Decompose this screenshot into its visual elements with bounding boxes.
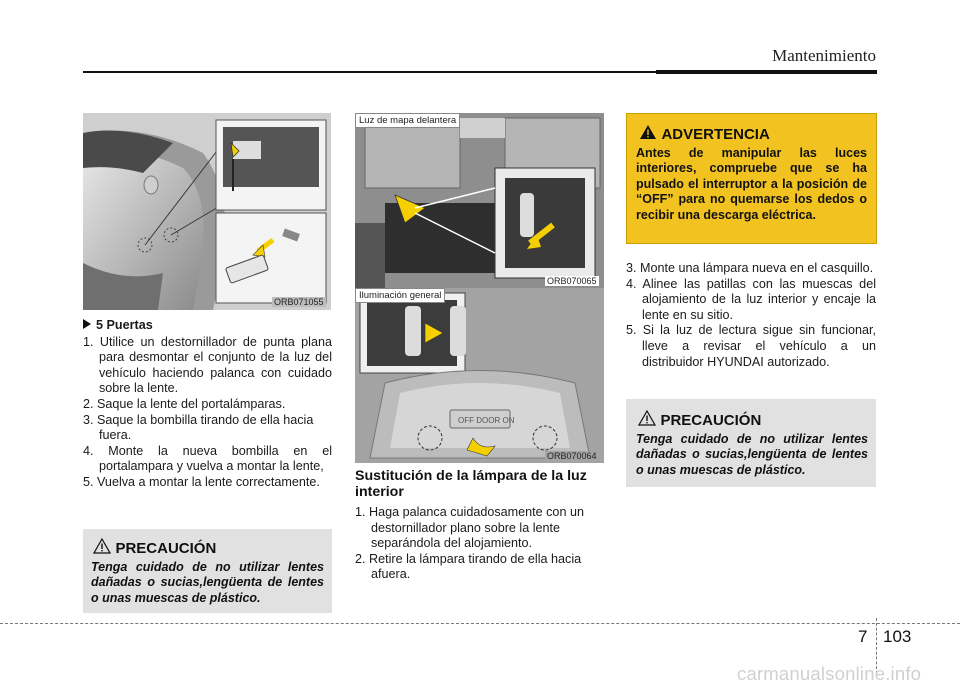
caution-header [638, 410, 761, 430]
column-1-text [83, 318, 332, 491]
step-5: 5. Vuelva a montar la lente correctamente. [83, 474, 320, 489]
tailgate-lamp-illustration [83, 113, 331, 310]
step-1: 1. Haga palanca cuidadosamente con un destornillador plano sobre la lente separándola del alojamiento. [355, 505, 584, 551]
chapter-number: 7 [858, 627, 868, 646]
step-2: 2. Retire la lámpara tirando de ella hacia afuera. [355, 551, 582, 582]
caution-title: PRECAUCIÓN [115, 540, 217, 557]
header-rule-accent [656, 70, 877, 74]
warning-text: Antes de manipular las luces interiores, compruebe que se ha pulsado el interruptor a la posición de “OFF” para no quemarse los dedos o recibir una descarga eléctrica. [636, 146, 867, 222]
step-4: 4. Alinee las patillas con las muescas del alojamiento de la luz interior y encaje la lente en su sitio. [626, 276, 876, 322]
step-2: 2. Saque la lente del portalámparas. [83, 396, 286, 411]
figure-tailgate-lamp [83, 113, 331, 310]
warning-header [639, 124, 770, 144]
section-title: Mantenimiento [772, 46, 876, 65]
warning-triangle-icon [638, 410, 656, 426]
step-1: 1. Utilice un destornillador de punta plana para desmontar el conjunto de la luz del vehículo haciendo palanca con cuidado sobre la lente. [83, 334, 332, 396]
room-lamp-illustration [355, 288, 604, 463]
section-heading: Sustitución de la lámpara de la luz interior [355, 468, 587, 500]
warning-triangle-icon [93, 538, 111, 554]
page-number: 103 [883, 627, 912, 646]
step-5: 5. Si la luz de lectura sigue sin funcionar, lleve a revisar el vehículo a un distribuidor HYUNDAI autorizado. [626, 323, 876, 369]
figure-map-lamp [355, 113, 604, 288]
figure-code: ORB070064 [547, 451, 597, 461]
caution-text: Tenga cuidado de no utilizar lentes dañadas o sucias,lengüenta de lentes o unas muescas de plástico. [636, 432, 868, 477]
figure-label-map-lamp: Luz de mapa delantera [355, 113, 460, 128]
warning-box [626, 113, 877, 244]
svg-text:OFF DOOR ON: OFF DOOR ON [458, 416, 515, 425]
map-lamp-illustration [355, 113, 604, 288]
step-4: 4. Monte la nueva bombilla en el portalampara y vuelva a montar la lente, [83, 443, 332, 474]
figure-room-lamp [355, 288, 604, 463]
footer-rule [0, 623, 960, 624]
figure-code: ORB070065 [547, 276, 597, 286]
figure-code: ORB071055 [274, 297, 324, 307]
column-2-text [355, 505, 604, 583]
caution-header [93, 538, 216, 558]
triangle-right-icon [83, 319, 91, 329]
caution-title: PRECAUCIÓN [660, 412, 762, 429]
caution-box-2 [626, 399, 876, 487]
caution-text: Tenga cuidado de no utilizar lentes dañadas o sucias,lengüenta de lentes o unas muescas de plástico. [91, 560, 324, 605]
warning-triangle-icon [639, 124, 657, 140]
column-3-text [626, 261, 876, 370]
step-3: 3. Monte una lámpara nueva en el casquillo. [626, 261, 874, 275]
step-3: 3. Saque la bombilla tirando de ella hacia fuera. [83, 412, 314, 443]
warning-title: ADVERTENCIA [661, 126, 770, 143]
watermark: carmanualsonline.info [737, 663, 922, 684]
figure-label-room-lamp: Iluminación general [355, 288, 445, 303]
subheading: 5 Puertas [83, 318, 332, 334]
caution-box-1 [83, 529, 332, 613]
